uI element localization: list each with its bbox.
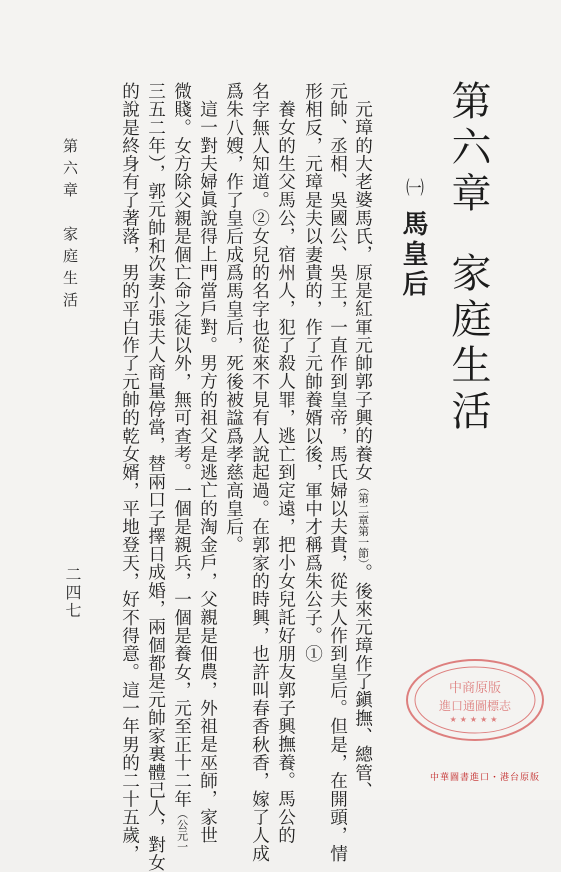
section-title: 馬皇后 — [398, 210, 428, 300]
body-text: 的說是終身有了著落，男的平白作了元帥的乾女婿，平地登天，好不得意。這一年男的二十五歲， — [119, 82, 140, 863]
running-header: 第六章 家庭生活 — [61, 138, 79, 314]
body-text: 元帥、丞相、吳國公、吳王，一直作到皇帝，馬氏婦以夫貴，從夫人作到皇后。但是，在開頭，情 — [327, 82, 348, 863]
body-column-1 — [353, 100, 371, 800]
chapter-title-name: 家庭生活 — [445, 252, 491, 436]
body-text: 名字無人知道。②女兒的名字也從來不見有人說起過。在郭家的時興，也許叫春香秋香，嫁了人成 — [249, 82, 270, 863]
section-heading — [400, 178, 426, 300]
body-column-2 — [328, 82, 346, 862]
inline-note: （公元一 — [175, 808, 189, 852]
inline-note: （第二章第一節） — [356, 481, 370, 564]
svg-text:★★★★★: ★★★★★ — [449, 715, 501, 724]
body-column-3 — [303, 82, 321, 663]
chapter-title-number: 第六章 — [445, 80, 491, 218]
body-text: 。後來元璋作了鎭撫、總管、 — [352, 563, 373, 800]
body-column-4 — [276, 100, 294, 844]
body-text: 三五二年），郭元帥和次妻小張夫人商量停當，替兩口子擇日成婚，兩個都是元帥家裏體己人，對女 — [145, 82, 166, 872]
body-column-5 — [250, 82, 268, 862]
page-number: 二四七 — [63, 566, 82, 620]
body-text: 養女的生父馬公，宿州人，犯了殺人罪，逃亡到定遠，把小女兒託好朋友郭子興撫養。馬公的 — [275, 100, 296, 845]
body-text: 這一對夫婦眞說得上門當戶對。男方的祖父是逃亡的淘金戶，父親是佃農，外祖是巫師，家世 — [197, 100, 218, 845]
watermark-line1: 中商原版 — [448, 681, 502, 696]
body-column-9 — [146, 82, 164, 872]
body-text: 元璋的大老婆馬氏，原是紅軍元帥郭子興的養女 — [352, 100, 373, 482]
body-text: 微賤。女方除父親是個亡命之徒以外，無可查考。一個是親兵，一個是養女，元至正十二年 — [171, 82, 192, 808]
body-column-10 — [120, 82, 138, 862]
body-column-6 — [224, 82, 242, 554]
body-text: 形相反，元璋是夫以妻貴的，作了元帥養婿以後，軍中才稱爲朱公子。① — [302, 82, 323, 663]
watermark-line2: 進口通圖標志 — [438, 699, 512, 713]
watermark-seal — [400, 650, 550, 750]
body-column-7 — [198, 100, 216, 844]
body-text: 爲朱八嫂，作了皇后成爲馬皇后，死後被諡爲孝慈高皇后。 — [223, 82, 244, 554]
body-column-8 — [172, 82, 190, 852]
watermark-line3: 中華圖書進口・港台原版 — [430, 773, 541, 783]
section-number: ㈠ — [403, 178, 424, 200]
chapter-title — [445, 80, 491, 436]
